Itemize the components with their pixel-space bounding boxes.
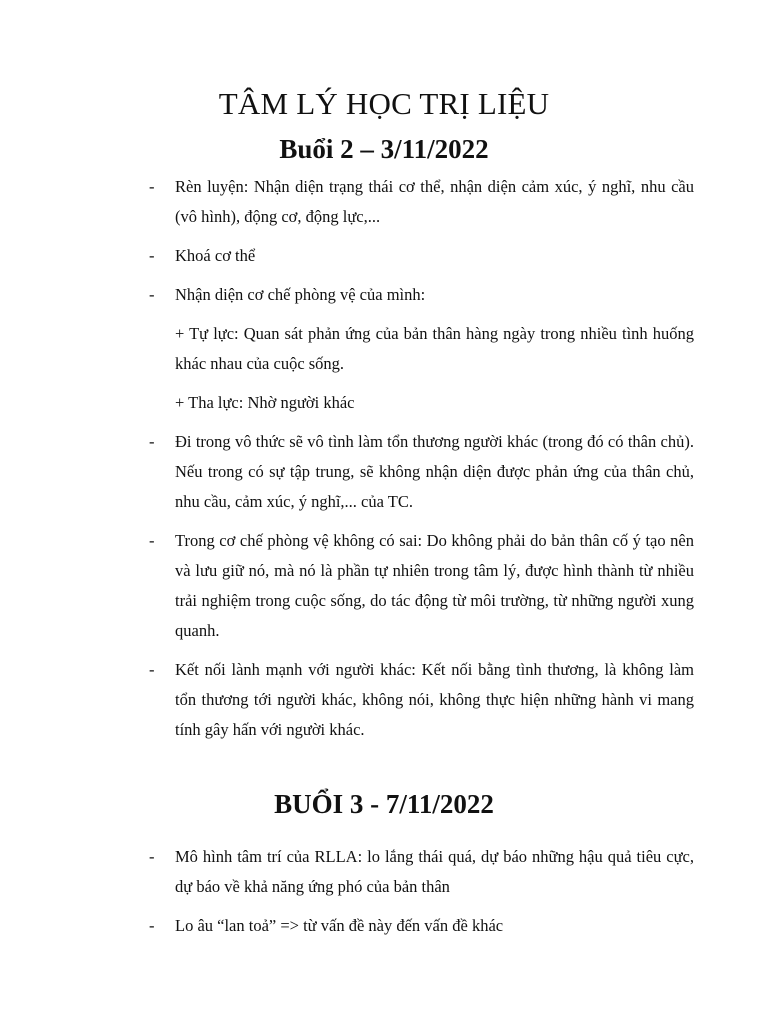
list-item-text: Lo âu “lan toả” => từ vấn đề này đến vấn đề khác — [175, 916, 504, 935]
sub-item-text: + Tha lực: Nhờ người khác — [175, 393, 355, 412]
session-2-heading: Buổi 2 – 3/11/2022 — [279, 134, 489, 164]
bullet-dash: - — [149, 177, 155, 196]
session-3-list — [0, 842, 768, 941]
sub-list-item — [0, 319, 768, 379]
document-title: TÂM LÝ HỌC TRỊ LIỆU — [218, 86, 550, 121]
bullet-dash: - — [149, 847, 155, 866]
bullet-dash: - — [149, 660, 155, 679]
sub-item-text: + Tự lực: Quan sát phản ứng của bản thân hàng ngày trong nhiều tình huống khác nhau của cuộc sống. — [175, 324, 694, 373]
bullet-dash: - — [149, 285, 155, 304]
list-item — [0, 241, 768, 271]
session-3-heading: BUỔI 3 - 7/11/2022 — [274, 789, 494, 819]
bullet-dash: - — [149, 531, 155, 550]
list-item — [0, 427, 768, 517]
list-item — [0, 526, 768, 646]
bullet-dash: - — [149, 432, 155, 451]
list-item-text: Kết nối lành mạnh với người khác: Kết nối bằng tình thương, là không làm tổn thương tới người khác, không nói, không thực hiện những hành vi mang tính gây hấn với người khác. — [175, 660, 694, 739]
list-item-text: Đi trong vô thức sẽ vô tình làm tổn thương người khác (trong đó có thân chủ). Nếu trong có sự tập trung, sẽ không nhận diện được phản ứng của thân chủ, nhu cầu, cảm xúc, ý nghĩ,... của TC. — [175, 432, 694, 511]
list-item — [0, 655, 768, 745]
list-item-text: Rèn luyện: Nhận diện trạng thái cơ thể, nhận diện cảm xúc, ý nghĩ, nhu cầu (vô hình), động cơ, động lực,... — [175, 177, 694, 226]
list-item-text: Mô hình tâm trí của RLLA: lo lắng thái quá, dự báo những hậu quả tiêu cực, dự báo về khả năng ứng phó của bản thân — [175, 847, 694, 896]
list-item-text: Trong cơ chế phòng vệ không có sai: Do không phải do bản thân cố ý tạo nên và lưu giữ nó, mà nó là phần tự nhiên trong tâm lý, được hình thành từ nhiều trải nghiệm trong cuộc sống, do tác động từ môi trường, từ những người xung quanh. — [175, 531, 694, 640]
list-item — [0, 280, 768, 310]
list-item — [0, 172, 768, 232]
list-item — [0, 911, 768, 941]
list-item — [0, 842, 768, 902]
session-2-list — [0, 172, 768, 745]
list-item-text: Nhận diện cơ chế phòng vệ của mình: — [175, 285, 426, 304]
bullet-dash: - — [149, 246, 155, 265]
sub-list-item — [0, 388, 768, 418]
bullet-dash: - — [149, 916, 155, 935]
list-item-text: Khoá cơ thể — [175, 246, 256, 265]
